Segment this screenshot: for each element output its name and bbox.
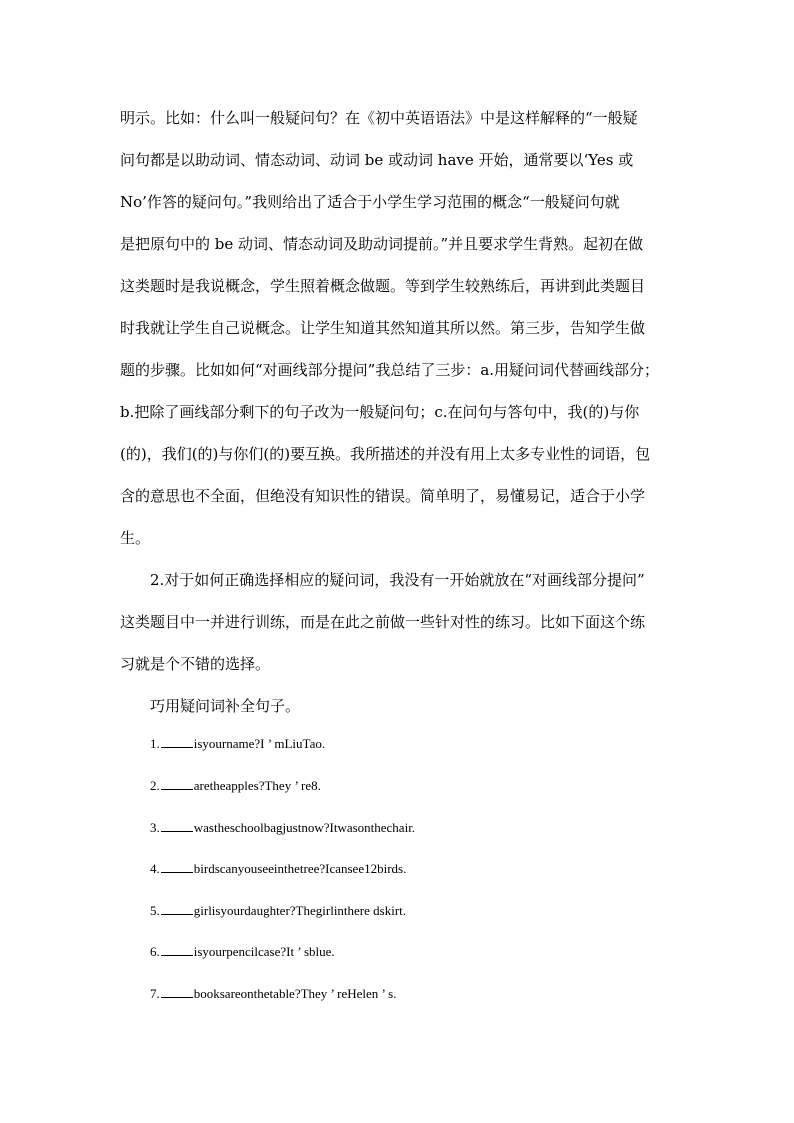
exercise-item: [150, 735, 325, 753]
exercise-number: 4.: [150, 861, 160, 876]
exercise-text: isyourname?I ’ mLiuTao.: [193, 736, 326, 751]
exercise-text: wastheschoolbagjustnow?Itwasonthechair.: [193, 820, 416, 835]
exercise-item: [150, 902, 406, 920]
exercise-number: 3.: [150, 820, 160, 835]
exercise-text: booksareonthetable?They ’ reHelen ’ s.: [193, 986, 397, 1001]
exercise-text: aretheapples?They ’ re8.: [193, 778, 321, 793]
paragraph-line: 这类题时是我说概念，学生照着概念做题。等到学生较熟练后，再讲到此类题目: [120, 277, 646, 295]
paragraph-line: b.把除了画线部分剩下的句子改为一般疑问句；c.在问句与答句中，我(的)与你: [120, 403, 640, 421]
paragraph-line: (的)，我们(的)与你们(的)要互换。我所描述的并没有用上太多专业性的词语，包: [120, 445, 651, 463]
answer-blank[interactable]: [161, 735, 193, 748]
exercise-number: 1.: [150, 736, 160, 751]
paragraph-line: 问句都是以助动词、情态动词、动词 be 或动词 have 开始，通常要以‘Yes 或: [120, 151, 634, 169]
paragraph-line: 时我就让学生自己说概念。让学生知道其然知道其所以然。第三步，告知学生做: [120, 319, 646, 337]
paragraph-line: 含的意思也不全面，但绝没有知识性的错误。简单明了，易懂易记，适合于小学: [120, 487, 646, 505]
paragraph-line: No’作答的疑问句。”我则给出了适合于小学生学习范围的概念“一般疑问句就: [120, 193, 620, 211]
exercise-text: isyourpencilcase?It ’ sblue.: [193, 944, 335, 959]
exercise-item: [150, 985, 396, 1003]
paragraph-line: 题的步骤。比如如何“对画线部分提问”我总结了三步：a.用疑问词代替画线部分；: [120, 361, 660, 379]
exercise-item: [150, 943, 335, 961]
paragraph-line: 明示。比如：什么叫一般疑问句？在《初中英语语法》中是这样解释的“一般疑: [120, 109, 638, 127]
exercise-title: 巧用疑问词补全句子。: [150, 697, 301, 715]
exercise-number: 6.: [150, 944, 160, 959]
exercise-text: girlisyourdaughter?Thegirlinthere dskirt.: [193, 903, 407, 918]
answer-blank[interactable]: [161, 943, 193, 956]
paragraph-line: 生。: [120, 529, 151, 547]
paragraph-line: 这类题目中一并进行训练，而是在此之前做一些针对性的练习。比如下面这个练: [120, 613, 646, 631]
exercise-number: 5.: [150, 903, 160, 918]
answer-blank[interactable]: [161, 860, 193, 873]
exercise-number: 7.: [150, 986, 160, 1001]
answer-blank[interactable]: [161, 777, 193, 790]
answer-blank[interactable]: [161, 819, 193, 832]
exercise-item: [150, 860, 406, 878]
paragraph-line: 2.对于如何正确选择相应的疑问词，我没有一开始就放在“对画线部分提问”: [150, 571, 645, 589]
exercise-number: 2.: [150, 778, 160, 793]
exercise-text: birdscanyouseeinthetree?Icansee12birds.: [193, 861, 407, 876]
answer-blank[interactable]: [161, 902, 193, 915]
paragraph-line: 习就是个不错的选择。: [120, 655, 271, 673]
exercise-item: [150, 777, 321, 795]
exercise-item: [150, 819, 415, 837]
paragraph-line: 是把原句中的 be 动词、情态动词及助动词提前。”并且要求学生背熟。起初在做: [120, 235, 644, 253]
answer-blank[interactable]: [161, 985, 193, 998]
